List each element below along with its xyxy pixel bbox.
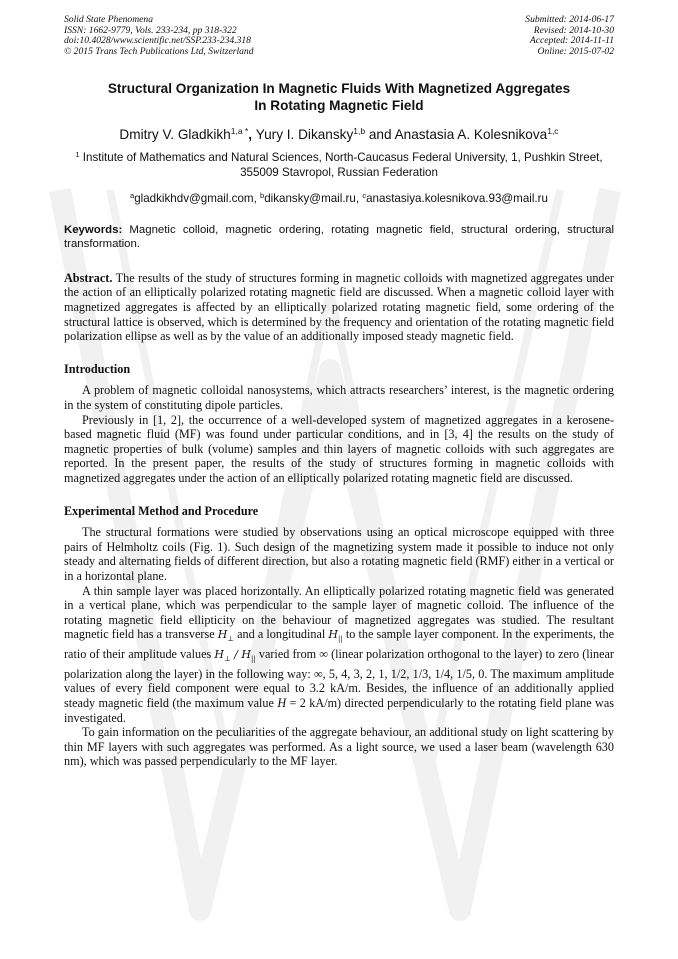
email-c-sup: c	[362, 191, 367, 200]
math-slash: /	[230, 648, 242, 662]
abstract	[64, 271, 614, 344]
math-h: H	[328, 628, 339, 642]
paper-content	[64, 80, 614, 769]
abstract-label: Abstract.	[64, 270, 113, 285]
math-h: H	[214, 648, 224, 662]
date-submitted: Submitted: 2014-06-17	[525, 14, 614, 25]
keywords-text: Magnetic colloid, magnetic ordering, rotating magnetic field, structural ordering, structural transformation.	[64, 224, 614, 251]
math-ratio	[214, 648, 256, 664]
author-sep-2: and	[365, 127, 395, 142]
author-3: Anastasia A. Kolesnikova	[394, 127, 548, 142]
date-revised: Revised: 2014-10-30	[533, 24, 614, 36]
math-perp-sub: ⊥	[223, 655, 231, 664]
journal-copyright: © 2015 Trans Tech Publications Ltd, Switzerland	[64, 45, 254, 57]
method-paragraph-2	[64, 584, 614, 726]
method-p2-part-e: = 2 kA/m) directed perpendicularly to the rotating field plane was investigated.	[64, 696, 614, 725]
journal-name: Solid State Phenomena	[64, 14, 153, 25]
journal-issn: ISSN: 1662-9779, Vols. 233-234, pp 318-322	[64, 24, 237, 36]
math-h-steady: H	[277, 696, 287, 711]
math-par-sub: ||	[338, 635, 343, 644]
email-a: gladkikhdv@gmail.com,	[134, 192, 261, 205]
method-paragraph-3: To gain information on the peculiarities of the aggregate behaviour, an additional study on light scattering by thin MF layers with such aggregates was performed. As a light source, we used a laser beam (wavelength 630 nm), which was passed perpendicularly to the MF layer.	[64, 725, 614, 769]
section-heading-introduction: Introduction	[64, 361, 131, 376]
affiliation-text: Institute of Mathematics and Natural Sciences, North-Caucasus Federal University, 1, Pushkin Street, 355009 Stavropol, Russian Federation	[79, 151, 603, 179]
math-h: H	[217, 628, 228, 642]
math-h-par	[328, 628, 343, 644]
title-line-2: In Rotating Magnetic Field	[254, 98, 424, 113]
author-2-sup: 1,b	[353, 126, 366, 136]
email-c: anastasiya.kolesnikova.93@mail.ru	[366, 192, 548, 205]
method-p2-part-a: A thin sample layer was placed horizontally. An elliptically polarized rotating magnetic field was generated in a vertical plane, which was perpendicular to the sample layer of magnetic colloid. The influence of the rotating magnetic field ellipticity on the behaviour of magnetized aggregates was studied. The resultant magnetic field has a transverse	[64, 583, 614, 642]
method-p2-part-d: varied from ∞ (linear polarization orthogonal to the layer) to zero (linear polarization along the layer) in the following way: ∞, 5, 4, 3, 2, 1, 1/2, 1/3, 1/4, 1/5, 0. The maximum amplitude values of every field component were equal to 3.2 kA/m. Besides, the influence of an additionally applied steady magnetic field (the maximum value	[64, 647, 614, 711]
author-2: Yury I. Dikansky	[255, 127, 354, 142]
author-emails	[64, 189, 614, 206]
method-paragraph-1: The structural formations were studied by observations using an optical microscope equipped with three pairs of Helmholtz coils (Fig. 1). Such design of the magnetizing system made it possible to induce not only steady and alternating fields of different direction, but also a rotating magnetic field (RMF) either in a vertical or in a horizontal plane.	[64, 525, 614, 583]
math-par-sub: ||	[251, 655, 256, 664]
author-1-sup: 1,a *	[230, 126, 249, 136]
author-sep-1: ,	[248, 127, 256, 142]
email-b: dikansky@mail.ru,	[264, 192, 363, 205]
author-1: Dmitry V. Gladkikh	[119, 127, 231, 142]
keywords	[64, 223, 614, 252]
date-accepted: Accepted: 2014-11-11	[529, 35, 614, 47]
title-line-1: Structural Organization In Magnetic Fluids With Magnetized Aggregates	[107, 81, 571, 96]
math-h-perp	[217, 628, 234, 644]
section-heading-method: Experimental Method and Procedure	[64, 503, 259, 518]
journal-header	[64, 15, 254, 57]
intro-paragraph-2: Previously in [1, 2], the occurrence of a well-developed system of magnetized aggregates in a kerosene-based magnetic fluid (MF) was found under particular conditions, and in [3, 4] the results on the study of magnetic properties of bulk (volume) samples and thin layers of magnetic colloids with such aggregates are reported. In the present paper, the results of the study of structures forming in magnetic colloids with magnetized aggregates under the action of an elliptically polarized rotating magnetic field are discussed.	[64, 412, 614, 485]
math-perp-sub: ⊥	[227, 635, 234, 644]
dates-header	[525, 15, 614, 57]
affiliation-sup: 1	[75, 150, 80, 159]
abstract-text: The results of the study of structures forming in magnetic colloids with magnetized aggregates under the action of an elliptically polarized rotating magnetic field are discussed. When a magnetic colloid layer with magnetized aggregates is affected by an elliptically polarized rotating magnetic field, some ordering of the structural lattice is observed, which is determined by the frequency and orientation of the rotating magnetic field polarization ellipse as well as by the value of an additionally imposed steady magnetic field.	[64, 270, 614, 344]
affiliation	[64, 148, 614, 180]
date-online: Online: 2015-07-02	[537, 45, 614, 57]
journal-doi: doi:10.4028/www.scientific.net/SSP.233-234.318	[64, 35, 251, 47]
paper-title	[64, 80, 614, 114]
email-b-sup: b	[260, 191, 265, 200]
author-3-sup: 1,c	[547, 126, 559, 136]
method-p2-part-b: and a longitudinal	[233, 627, 329, 642]
email-a-sup: a	[130, 191, 135, 200]
intro-paragraph-1: A problem of magnetic colloidal nanosystems, which attracts researchers’ interest, is the magnetic ordering in the system of constituting dipole particles.	[64, 383, 614, 412]
author-list	[64, 123, 614, 143]
math-h: H	[241, 648, 252, 662]
method-p2-part-c: to the sample layer component. In the experiments, the ratio of their amplitude values	[64, 627, 614, 662]
keywords-label: Keywords:	[64, 224, 123, 236]
